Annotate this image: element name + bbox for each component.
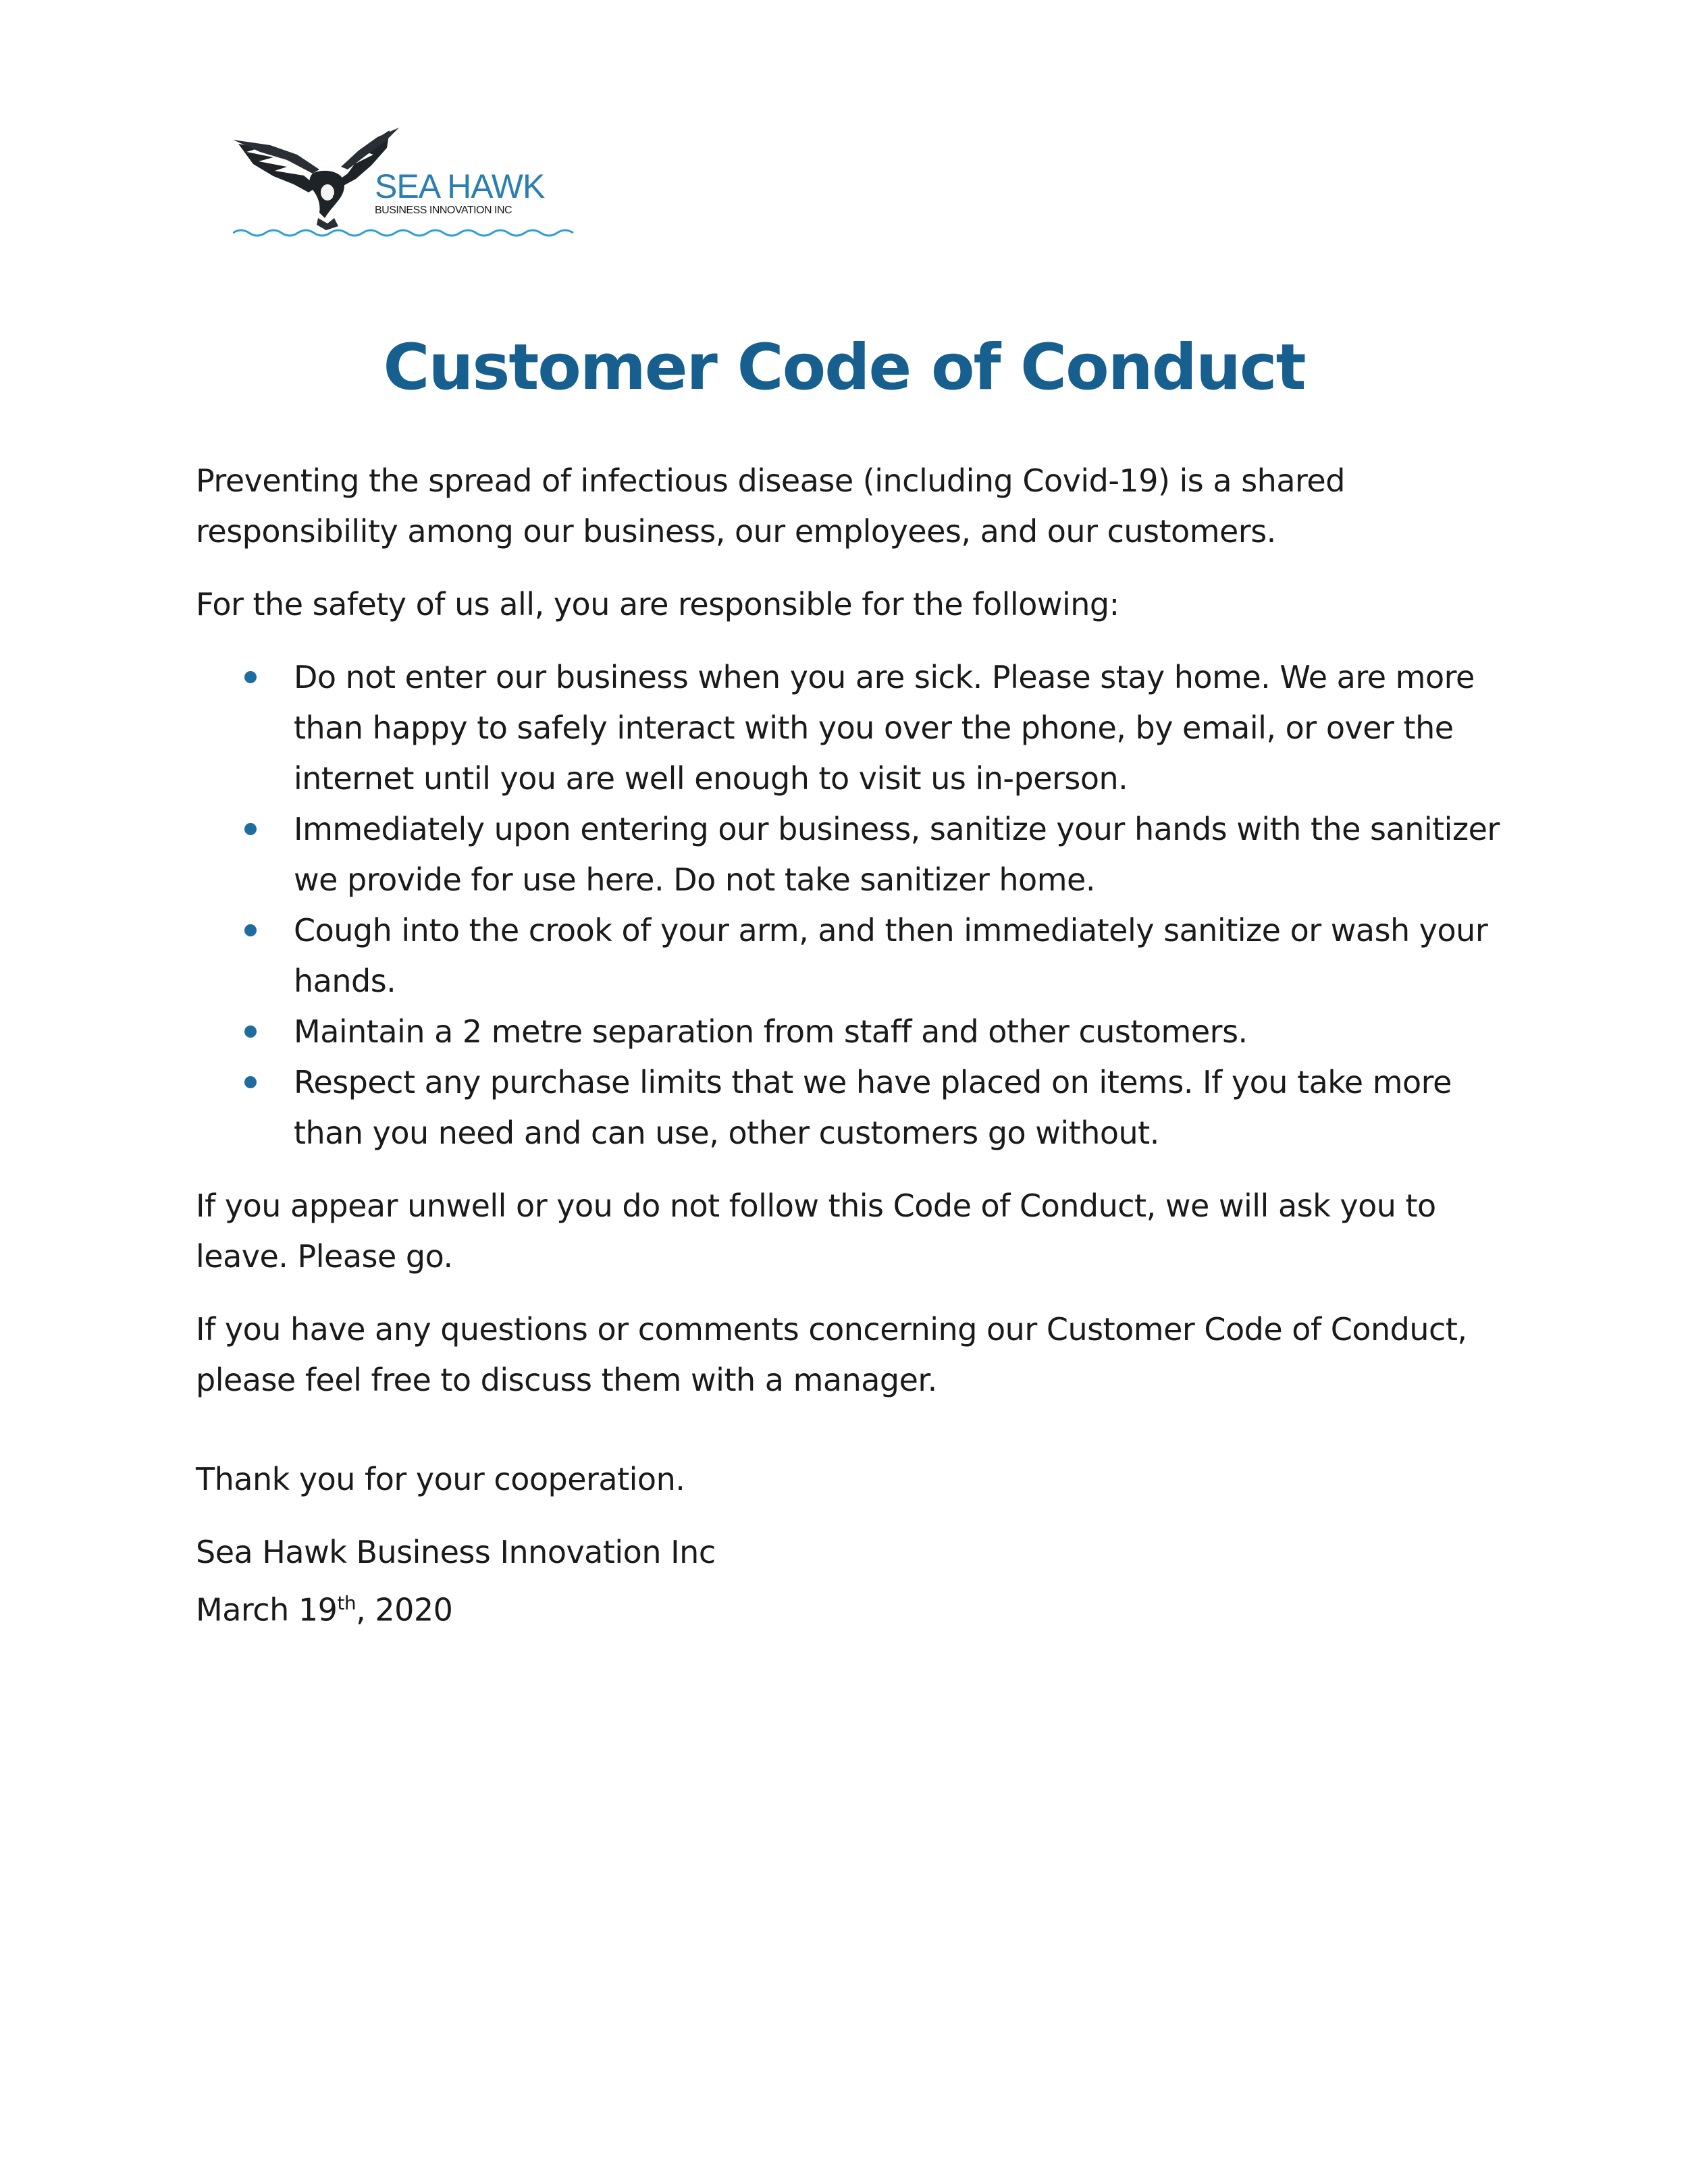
date-prefix: March 19	[196, 1591, 338, 1628]
bullet-icon	[244, 1026, 257, 1038]
bullet-icon	[244, 924, 257, 936]
list-item	[196, 1057, 1512, 1158]
list-item-text: Respect any purchase limits that we have placed on items. If you take more than you need and can use, other customers go without.	[294, 1064, 1452, 1151]
questions-paragraph: If you have any questions or comments concerning our Customer Code of Conduct, please feel free to discuss them with a manager.	[196, 1311, 1467, 1398]
bullet-icon	[244, 1076, 257, 1088]
list-item	[196, 652, 1512, 804]
document-body	[196, 456, 1512, 1635]
list-item	[196, 804, 1512, 905]
list-item-text: Do not enter our business when you are sick. Please stay home. We are more than happy to safely interact with you over the phone, by email, or over the internet until you are well enough to visit us in-person.	[294, 659, 1475, 797]
list-item-text: Immediately upon entering our business, sanitize your hands with the sanitizer we provide for use here. Do not take sanitizer home.	[294, 811, 1500, 898]
warning-paragraph: If you appear unwell or you do not follow this Code of Conduct, we will ask you to leave. Please go.	[196, 1188, 1436, 1275]
list-item-text: Maintain a 2 metre separation from staff and other customers.	[294, 1013, 1248, 1050]
bullet-icon	[244, 671, 257, 683]
thanks-paragraph: Thank you for your cooperation.	[196, 1461, 685, 1497]
date-year: , 2020	[356, 1591, 453, 1628]
list-item	[196, 1007, 1512, 1057]
signature-company: Sea Hawk Business Innovation Inc	[196, 1534, 716, 1570]
bullet-icon	[244, 823, 257, 835]
company-logo	[233, 125, 584, 243]
date-ordinal-suffix: th	[337, 1592, 357, 1614]
signature-date	[196, 1578, 1512, 1635]
responsibilities-list	[196, 652, 1512, 1158]
intro-paragraph: Preventing the spread of infectious disease (including Covid-19) is a shared responsibility among our business, our employees, and our customers.	[196, 462, 1345, 550]
page-title: Customer Code of Conduct	[383, 331, 1305, 404]
logo-company-name: SEA HAWK	[375, 167, 545, 205]
list-item-text: Cough into the crook of your arm, and then immediately sanitize or wash your hands.	[294, 912, 1488, 999]
list-item	[196, 905, 1512, 1007]
logo-company-subtitle: BUSINESS INNOVATION INC	[375, 205, 512, 216]
lead-paragraph: For the safety of us all, you are responsible for the following:	[196, 586, 1119, 622]
